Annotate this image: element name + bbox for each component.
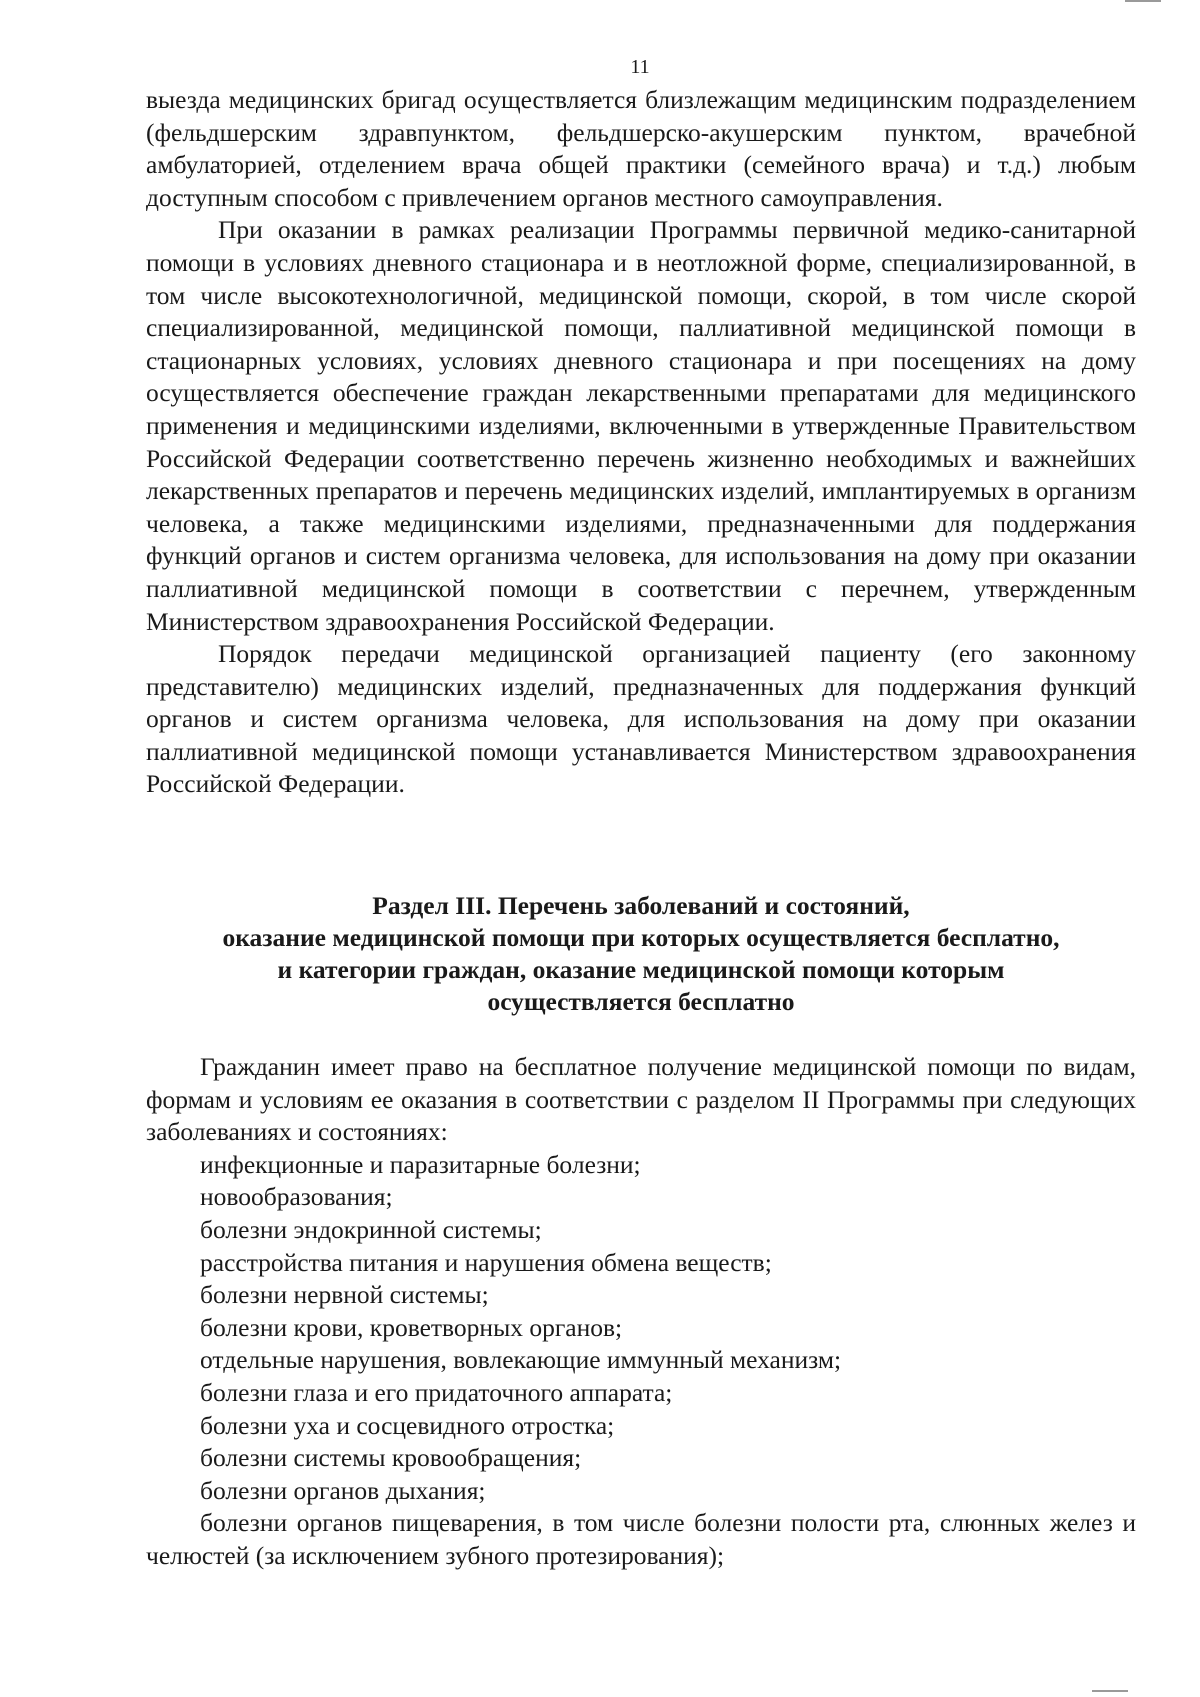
list-item: расстройства питания и нарушения обмена веществ; (200, 1247, 772, 1277)
list-item: инфекционные и паразитарные болезни; (200, 1149, 641, 1179)
list-item: новообразования; (200, 1182, 393, 1212)
list-item: болезни крови, кроветворных органов; (200, 1312, 623, 1342)
section-heading-line-1: Раздел III. Перечень заболеваний и состояний, (372, 891, 910, 920)
section-heading-line-2: оказание медицинской помощи при которых осуществляется бесплатно, (222, 923, 1060, 952)
list-item: болезни органов дыхания; (200, 1475, 486, 1505)
paragraph-continuation: выезда медицинских бригад осуществляется близлежащим медицинским подразделением (фельдшерским здравпунктом, фельдшерско-акушерским пунктом, врачебной амбулаторией, отделением врача общей практики (семейного врача) и т.д.) любым доступным способом с привлечением органов местного самоуправления. (146, 85, 1136, 212)
scan-artifact-top (1125, 0, 1161, 2)
scan-artifact-bottom (1092, 1690, 1128, 1692)
list-item: болезни системы кровообращения; (200, 1443, 582, 1473)
list-item-last: болезни органов пищеварения, в том числе болезни полости рта, слюнных желез и челюстей (за исключением зубного протезирования); (146, 1508, 1136, 1570)
page-number: 11 (630, 56, 650, 78)
section-heading-line-3: и категории граждан, оказание медицинской помощи которым (277, 955, 1005, 984)
body-text-top (146, 84, 1136, 801)
conditions-section (146, 1051, 1136, 1573)
list-item: отдельные нарушения, вовлекающие иммунный механизм; (200, 1345, 842, 1375)
section-heading-line-4: осуществляется бесплатно (487, 987, 795, 1016)
paragraph-drug-provision: При оказании в рамках реализации Программы первичной медико-санитарной помощи в условиях дневного стационара и в неотложной форме, специализированной, в том числе высокотехнологичной, медицинской помощи, скорой, в том числе скорой специализированной, медицинской помощи, паллиативной медицинской помощи в стационарных условиях, условиях дневного стационара и при посещениях на дому осуществляется обеспечение граждан лекарственными препаратами для медицинского применения и медицинскими изделиями, включенными в утвержденные Правительством Российской Федерации соответственно перечень жизненно необходимых и важнейших лекарственных препаратов и перечень медицинских изделий, имплантируемых в организм человека, а также медицинскими изделиями, предназначенными для поддержания функций органов и систем организма человека, для использования на дому при оказании паллиативной медицинской помощи в соответствии с перечнем, утвержденным Министерством здравоохранения Российской Федерации. (146, 215, 1136, 636)
section-heading (146, 890, 1136, 1018)
list-item: болезни уха и сосцевидного отростка; (200, 1410, 615, 1440)
paragraph-device-transfer: Порядок передачи медицинской организацией пациенту (его законному представителю) медицинских изделий, предназначенных для поддержания функций органов и систем организма человека, для использования на дому при оказании паллиативной медицинской помощи устанавливается Министерством здравоохранения Российской Федерации. (146, 639, 1136, 799)
list-item: болезни глаза и его придаточного аппарата; (200, 1377, 673, 1407)
intro-paragraph: Гражданин имеет право на бесплатное получение медицинской помощи по видам, формам и условиям ее оказания в соответствии с разделом II Программы при следующих заболеваниях и состояниях: (146, 1052, 1136, 1147)
list-item: болезни эндокринной системы; (200, 1214, 542, 1244)
list-item: болезни нервной системы; (200, 1280, 489, 1310)
